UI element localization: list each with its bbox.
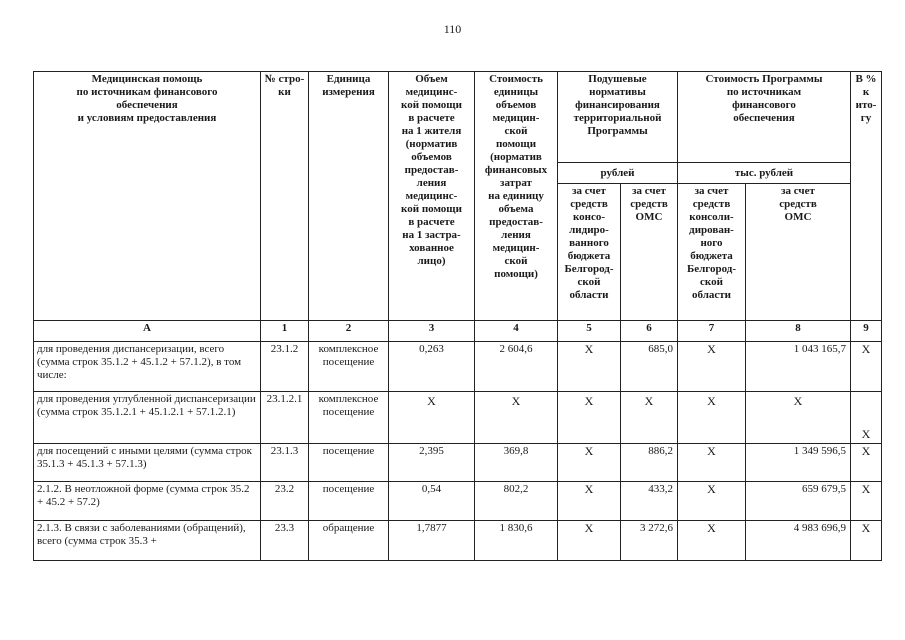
header-percent: В % к ито- гу bbox=[851, 72, 882, 321]
row-percent: Х bbox=[851, 482, 882, 521]
row-label: 2.1.3. В связи с заболеваниями (обращений), всего (сумма строк 35.3 + bbox=[34, 521, 261, 561]
row-unit-cost: 1 830,6 bbox=[475, 521, 558, 561]
row-pr-budget: Х bbox=[678, 392, 746, 444]
table-row bbox=[34, 482, 882, 521]
header-unit-thousand-rub: тыс. рублей bbox=[678, 163, 851, 184]
row-pc-budget: Х bbox=[558, 482, 621, 521]
row-pc-budget: Х bbox=[558, 342, 621, 392]
row-line-number: 23.1.3 bbox=[261, 444, 309, 482]
row-pr-oms: 659 679,5 bbox=[746, 482, 851, 521]
column-number-row bbox=[34, 321, 882, 342]
page-number: 110 bbox=[443, 22, 462, 36]
row-percent: Х bbox=[851, 444, 882, 482]
header-medical-care: Медицинская помощь по источникам финансового обеспечения и условиям предоставления bbox=[34, 72, 261, 321]
table-row bbox=[34, 444, 882, 482]
header-pr-oms: за счет средств ОМС bbox=[746, 184, 851, 321]
row-pc-oms: 886,2 bbox=[621, 444, 678, 482]
row-pc-oms: 433,2 bbox=[621, 482, 678, 521]
column-number: А bbox=[34, 321, 261, 342]
row-pr-budget: Х bbox=[678, 342, 746, 392]
header-unit-cost: Стоимость единицы объемов медицин- ской помощи (норматив финансовых затрат на единицу объема предостав- ления медицин- ской помощи) bbox=[475, 72, 558, 321]
financing-table bbox=[33, 71, 882, 561]
header-pc-budget: за счет средств консо- лидиро- ванного бюджета Белгород- ской области bbox=[558, 184, 621, 321]
row-label: для проведения углубленной диспансеризации (сумма строк 35.1.2.1 + 45.1.2.1 + 57.1.2.1) bbox=[34, 392, 261, 444]
header-row-1 bbox=[34, 72, 882, 163]
row-unit: обращение bbox=[309, 521, 389, 561]
row-percent: Х bbox=[851, 521, 882, 561]
column-number: 6 bbox=[621, 321, 678, 342]
row-pr-oms: Х bbox=[746, 392, 851, 444]
row-label: 2.1.2. В неотложной форме (сумма строк 35.2 + 45.2 + 57.2) bbox=[34, 482, 261, 521]
header-pc-oms: за счет средств ОМС bbox=[621, 184, 678, 321]
row-volume: 2,395 bbox=[389, 444, 475, 482]
column-number: 8 bbox=[746, 321, 851, 342]
row-pc-budget: Х bbox=[558, 521, 621, 561]
header-line-number: № стро- ки bbox=[261, 72, 309, 321]
row-line-number: 23.1.2 bbox=[261, 342, 309, 392]
table-row bbox=[34, 342, 882, 392]
row-pc-budget: Х bbox=[558, 392, 621, 444]
table-row bbox=[34, 521, 882, 561]
row-unit-cost: 802,2 bbox=[475, 482, 558, 521]
row-unit-cost: Х bbox=[475, 392, 558, 444]
header-per-capita: Подушевые нормативы финансирования территориальной Программы bbox=[558, 72, 678, 163]
header-volume: Объем медицинс- кой помощи в расчете на 1 жителя (норматив объемов предостав- ления медицинс- кой помощи в расчете на 1 застра- хованное лицо) bbox=[389, 72, 475, 321]
row-label: для посещений с иными целями (сумма строк 35.1.3 + 45.1.3 + 57.1.3) bbox=[34, 444, 261, 482]
row-unit: комплексное посещение bbox=[309, 342, 389, 392]
row-label: для проведения диспансеризации, всего (сумма строк 35.1.2 + 45.1.2 + 57.1.2), в том числе: bbox=[34, 342, 261, 392]
row-unit: комплексное посещение bbox=[309, 392, 389, 444]
row-pc-budget: Х bbox=[558, 444, 621, 482]
row-pr-oms: 1 043 165,7 bbox=[746, 342, 851, 392]
row-line-number: 23.2 bbox=[261, 482, 309, 521]
header-unit: Единица измерения bbox=[309, 72, 389, 321]
row-pr-oms: 1 349 596,5 bbox=[746, 444, 851, 482]
row-line-number: 23.1.2.1 bbox=[261, 392, 309, 444]
header-program-cost: Стоимость Программы по источникам финансового обеспечения bbox=[678, 72, 851, 163]
row-pr-budget: Х bbox=[678, 482, 746, 521]
header-unit-rub: рублей bbox=[558, 163, 678, 184]
column-number: 9 bbox=[851, 321, 882, 342]
row-unit: посещение bbox=[309, 482, 389, 521]
column-number: 7 bbox=[678, 321, 746, 342]
row-percent: Х bbox=[851, 392, 882, 444]
row-line-number: 23.3 bbox=[261, 521, 309, 561]
column-number: 3 bbox=[389, 321, 475, 342]
row-pc-oms: 685,0 bbox=[621, 342, 678, 392]
row-unit-cost: 369,8 bbox=[475, 444, 558, 482]
column-number: 1 bbox=[261, 321, 309, 342]
row-volume: Х bbox=[389, 392, 475, 444]
row-percent: Х bbox=[851, 342, 882, 392]
row-pr-budget: Х bbox=[678, 444, 746, 482]
row-pr-oms: 4 983 696,9 bbox=[746, 521, 851, 561]
row-volume: 0,263 bbox=[389, 342, 475, 392]
row-pc-oms: 3 272,6 bbox=[621, 521, 678, 561]
column-number: 5 bbox=[558, 321, 621, 342]
column-number: 4 bbox=[475, 321, 558, 342]
table-row bbox=[34, 392, 882, 444]
row-volume: 1,7877 bbox=[389, 521, 475, 561]
row-unit: посещение bbox=[309, 444, 389, 482]
header-pr-budget: за счет средств консоли- дирован- ного бюджета Белгород- ской области bbox=[678, 184, 746, 321]
row-pr-budget: Х bbox=[678, 521, 746, 561]
row-unit-cost: 2 604,6 bbox=[475, 342, 558, 392]
row-pc-oms: Х bbox=[621, 392, 678, 444]
row-volume: 0,54 bbox=[389, 482, 475, 521]
column-number: 2 bbox=[309, 321, 389, 342]
